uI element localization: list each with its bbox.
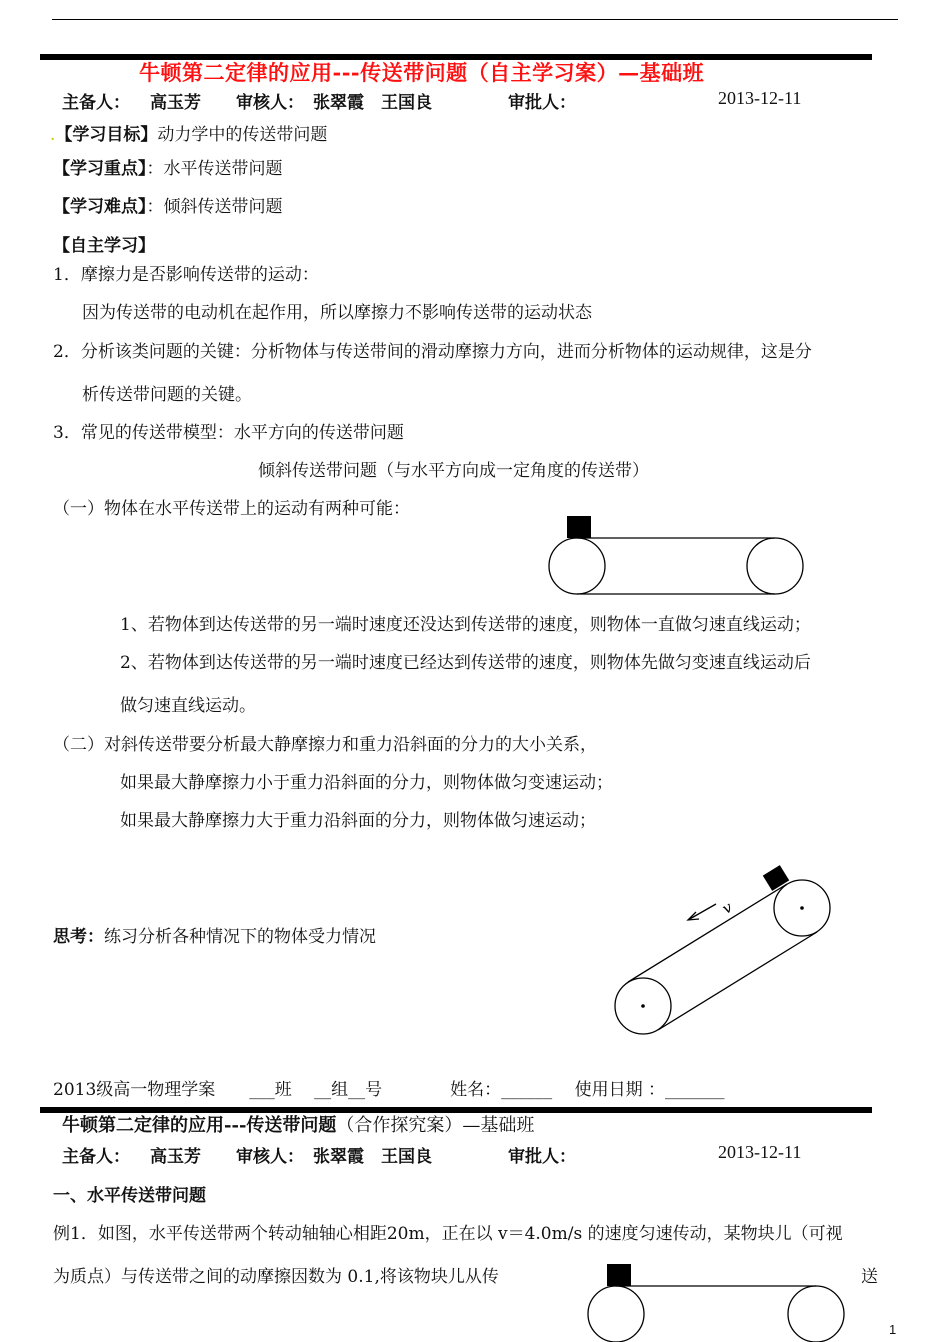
sheet2-title-rest: （合作探究案）—基础班 [336,1115,535,1136]
q2-line1: 2．分析该类问题的关键：分析物体与传送带间的滑动摩擦力方向，进而分析物体的运动规律，这是分 [53,342,812,362]
upper-axle [800,906,804,910]
velocity-label: v [719,897,736,918]
right-pulley [747,538,803,594]
sheet2-title [62,1111,534,1137]
section-horizontal-belt: 一、水平传送带问题 [53,1186,206,1206]
self-study-heading: 【自主学习】 [53,236,155,256]
part1-heading: （一）物体在水平传送带上的运动有两种可能： [53,499,410,519]
preparer-name: 高玉芳 [150,93,201,113]
think-label: 思考： [53,927,104,947]
goal-dot: . [50,125,56,145]
belt-lower-edge [658,932,817,1030]
part2-heading: （二）对斜传送带要分析最大静摩擦力和重力沿斜面的分力的大小关系， [53,735,597,755]
sheet2-reviewer-label: 审核人： [236,1147,304,1167]
think-text: 练习分析各种情况下的物体受力情况 [104,927,376,947]
q2-line2: 析传送带问题的关键。 [82,385,252,405]
part1-case2-line1: 2、若物体到达传送带的另一端时速度已经达到传送带的速度，则物体先做匀变速直线运动后 [120,653,811,673]
left-pulley [549,538,605,594]
part1-case1: 1、若物体到达传送带的另一端时速度还没达到传送带的速度，则物体一直做匀速直线运动； [120,615,811,635]
date: 2013-12-11 [718,88,802,108]
velocity-arrow [688,904,716,920]
difficulty-label: 【学习难点】 [53,197,147,217]
lower-axle [641,1004,645,1008]
preparer-label: 主备人： [62,93,130,113]
sheet2-preparer-name: 高玉芳 [150,1147,201,1167]
reviewer-names: 张翠霞 王国良 [313,93,432,113]
q3-line2: 倾斜传送带问题（与水平方向成一定角度的传送带） [258,461,649,481]
example1-line1: 例1．如图，水平传送带两个转动轴轴心相距20m，正在以 v＝4.0m/s 的速度匀速传动，某物块儿（可视 [53,1224,843,1244]
block [763,865,789,891]
goal-text: 动力学中的传送带问题 [157,125,328,145]
study-key [53,154,283,179]
q1-answer: 因为传送带的电动机在起作用，所以摩擦力不影响传送带的运动状态 [82,303,592,323]
example1-line2: 为质点）与传送带之间的动摩擦因数为 0.1,将该物块儿从传 [53,1267,499,1287]
difficulty-text: ：倾斜传送带问题 [146,197,283,217]
header-rule [52,19,898,20]
reviewer-label: 审核人： [236,93,304,113]
horizontal-belt-diagram [545,514,807,596]
part2-line2: 如果最大静摩擦力大于重力沿斜面的分力，则物体做匀速运动； [120,811,596,831]
example1-belt-diagram [586,1262,848,1342]
sheet2-reviewer-names: 张翠霞 王国良 [313,1147,432,1167]
footer-info: 2013级高一物理学案 ___班 __组__号 姓名：______ 使用日期 ：_______ [53,1080,725,1100]
part1-case2-line2: 做匀速直线运动。 [120,696,256,716]
sheet2-date: 2013-12-11 [718,1142,802,1162]
sheet2-approver-label: 审批人： [508,1147,576,1167]
belt-upper-edge [628,884,787,982]
study-goal [50,120,327,145]
velocity-arrowhead [688,912,699,920]
key-label: 【学习重点】 [53,159,147,179]
page-number: 1 [889,1322,897,1337]
sheet2-preparer-label: 主备人： [62,1147,130,1167]
sheet2-title-main: 牛顿第二定律的应用---传送带问题 [62,1115,337,1136]
part2-line1: 如果最大静摩擦力小于重力沿斜面的分力，则物体做匀变速运动； [120,773,613,793]
block [567,516,591,538]
approver-label: 审批人： [508,93,576,113]
page-title: 牛顿第二定律的应用---传送带问题（自主学习案）—基础班 [139,60,705,85]
goal-label: 【学习目标】 [55,125,158,145]
block [607,1264,631,1286]
study-difficulty [53,192,283,217]
think-prompt [53,922,376,947]
example1-line2-end: 送 [861,1267,878,1287]
inclined-belt-diagram [612,862,834,1038]
left-pulley [588,1286,644,1342]
right-pulley [788,1286,844,1342]
q1: 1．摩擦力是否影响传送带的运动： [53,265,319,285]
q3: 3．常见的传送带模型：水平方向的传送带问题 [53,423,404,443]
key-text: ：水平传送带问题 [146,159,283,179]
